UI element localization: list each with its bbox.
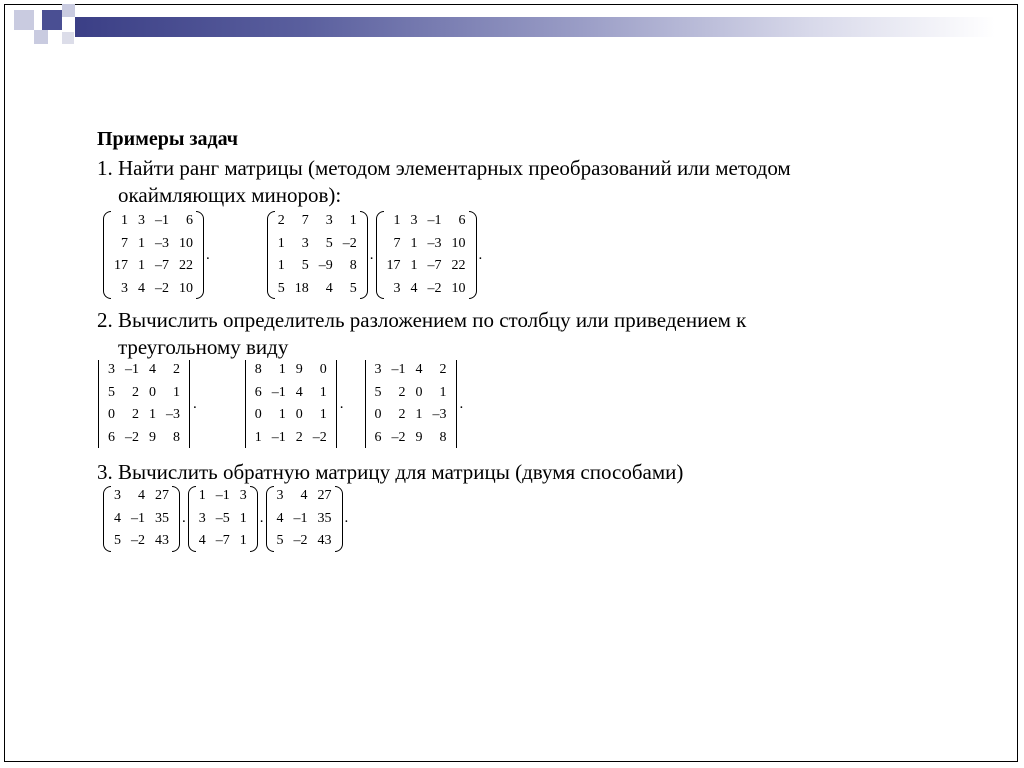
matrix-cell: 3 [239,488,247,504]
matrix-cell: 10 [179,280,193,296]
decor-square-light-4 [62,32,74,44]
matrix-cell: 4 [410,280,418,296]
matrix-row [382,233,471,256]
separator-dot: . [369,246,374,263]
matrix-table [103,359,185,449]
matrix-row [103,427,185,450]
matrix-cell: 0 [319,362,327,378]
matrix-cell: 1 [138,235,145,251]
matrix-row [273,255,362,278]
matrix-cell: 35 [317,510,332,526]
matrix-cell: 2 [277,213,285,229]
matrix-cell: 3 [374,362,382,378]
matrix-cell: 3 [325,213,333,229]
matrix-cell: 35 [155,510,169,526]
matrix-cell: 22 [179,258,193,274]
matrix-cell: 5 [277,280,285,296]
det-matrix-2 [244,359,338,449]
matrix-cell: 18 [294,280,309,296]
task-1-text-line-2: окаймляющих миноров): [118,183,342,207]
matrix-cell: –1 [125,362,139,378]
matrix-cell: 2 [398,384,406,400]
matrix-cell: 1 [121,213,128,229]
matrix-cell: 1 [149,407,156,423]
matrix-cell: –1 [271,384,286,400]
matrix-cell: 5 [301,258,309,274]
matrix-cell: 4 [138,488,145,504]
matrix-row [109,530,174,553]
matrix-cell: 5 [114,533,121,549]
matrix-row [194,530,252,553]
matrix-cell: 3 [114,488,121,504]
rank-matrix-3 [376,210,477,300]
matrix-row [109,233,198,256]
decor-square-dark-1 [42,10,62,30]
separator-dot: . [339,395,344,412]
matrix-cell: –2 [155,280,169,296]
matrix-table [109,485,174,553]
matrix-cell: –3 [432,407,447,423]
matrix-cell: 43 [155,533,169,549]
matrix-cell: 10 [451,235,466,251]
matrix-cell: 3 [301,235,309,251]
matrix-cell: 5 [374,384,382,400]
matrix-table [272,485,337,553]
matrix-cell: 5 [108,384,115,400]
matrix-row [109,210,198,233]
decor-square-light-3 [34,30,48,44]
separator-dot: . [193,395,197,412]
task-1-number: 1. [97,156,113,180]
matrix-cell: 2 [132,384,139,400]
slide-title: Примеры задач [97,128,239,150]
matrix-row [272,508,337,531]
matrix-cell: 1 [439,384,447,400]
matrix-cell: 6 [186,213,193,229]
matrix-cell: 22 [451,258,466,274]
header-gradient-bar [75,17,995,37]
task-2 [97,307,957,363]
task-3-number: 3. [97,460,113,484]
matrix-cell: 27 [317,488,332,504]
matrix-cell: 4 [114,510,121,526]
matrix-cell: 5 [349,280,357,296]
task-3-text-line-1: Вычислить обратную матрицу для матрицы (двумя способами) [118,460,684,484]
matrix-cell: 3 [121,280,128,296]
matrix-cell: 4 [300,488,308,504]
matrix-cell: –1 [427,213,442,229]
matrix-table [109,210,198,300]
rank-matrix-2 [267,210,368,300]
matrix-cell: –2 [391,429,406,445]
matrix-row [194,485,252,508]
det-matrix-3 [364,359,458,449]
matrix-cell: –9 [318,258,333,274]
matrix-cell: 17 [386,258,401,274]
matrix-row [250,382,332,405]
det-matrix-1 [97,359,191,449]
matrix-cell: 4 [325,280,333,296]
task-3 [97,459,957,487]
task-2-number: 2. [97,308,113,332]
matrix-cell: 9 [149,429,156,445]
separator-dot: . [344,510,349,527]
matrix-row [273,278,362,301]
matrix-row [382,255,471,278]
matrix-cell: 4 [276,510,284,526]
matrix-cell: 9 [295,362,303,378]
matrix-cell: 2 [398,407,406,423]
task-1 [97,155,957,211]
matrix-row [370,359,452,382]
matrix-row [103,404,185,427]
matrix-row [272,485,337,508]
matrix-row [370,382,452,405]
inverse-matrices-row [103,485,350,553]
matrix-cell: 1 [278,407,286,423]
matrix-row [272,530,337,553]
matrix-cell: –3 [155,235,169,251]
matrix-cell: 1 [277,258,285,274]
matrix-cell: 27 [155,488,169,504]
matrix-cell: 1 [138,258,145,274]
decor-square-light-2 [62,4,75,17]
matrix-cell: –3 [166,407,180,423]
separator-dot: . [459,395,464,412]
matrix-cell: 0 [149,384,156,400]
matrix-row [250,359,332,382]
rank-matrix-1 [103,210,204,300]
matrix-cell: –2 [427,280,442,296]
matrix-table [273,210,362,300]
matrix-cell: 8 [349,258,357,274]
matrix-cell: 43 [317,533,332,549]
matrix-cell: –1 [293,510,308,526]
inverse-matrix-3 [266,485,343,553]
matrix-cell: 10 [451,280,466,296]
matrix-cell: 7 [393,235,401,251]
matrix-cell: 1 [198,488,206,504]
matrix-row [109,485,174,508]
matrix-cell: 1 [319,384,327,400]
matrix-row [109,508,174,531]
matrix-cell: –2 [312,429,327,445]
matrix-cell: –7 [427,258,442,274]
matrix-cell: 2 [132,407,139,423]
matrix-cell: 6 [458,213,466,229]
matrix-cell: –2 [131,533,145,549]
matrix-cell: 3 [410,213,418,229]
matrix-cell: 1 [393,213,401,229]
matrix-cell: 0 [415,384,423,400]
matrix-cell: 4 [415,362,423,378]
separator-dot: . [182,510,186,527]
matrix-cell: 3 [276,488,284,504]
matrix-cell: 1 [254,429,262,445]
matrix-cell: 8 [254,362,262,378]
matrix-cell: 9 [415,429,423,445]
matrix-cell: 0 [374,407,382,423]
matrix-row [370,427,452,450]
matrix-cell: 1 [319,407,327,423]
matrix-cell: –2 [342,235,357,251]
matrix-cell: 3 [138,213,145,229]
matrix-row [109,278,198,301]
matrix-row [370,404,452,427]
matrix-cell: 5 [325,235,333,251]
decor-square-light-1 [14,10,34,30]
separator-dot: . [206,246,210,263]
task-2-text-line-1: Вычислить определитель разложением по столбцу или приведением к [118,308,747,332]
separator-dot: . [478,246,483,263]
matrix-cell: –7 [215,533,230,549]
matrix-cell: 3 [393,280,401,296]
rank-matrices-row [103,210,484,300]
matrix-cell: 1 [415,407,423,423]
matrix-cell: –2 [125,429,139,445]
matrix-cell: 10 [179,235,193,251]
matrix-cell: 3 [108,362,115,378]
matrix-cell: 5 [276,533,284,549]
matrix-cell: –1 [271,429,286,445]
matrix-cell: –7 [155,258,169,274]
matrix-cell: –1 [155,213,169,229]
matrix-cell: 4 [295,384,303,400]
matrix-cell: 4 [198,533,206,549]
matrix-row [273,233,362,256]
matrix-cell: 1 [239,510,247,526]
matrix-row [250,427,332,450]
determinant-matrices-row [97,359,465,449]
matrix-cell: –3 [427,235,442,251]
matrix-cell: 0 [254,407,262,423]
matrix-cell: 1 [239,533,247,549]
matrix-cell: 6 [108,429,115,445]
matrix-cell: 4 [138,280,145,296]
matrix-cell: 6 [254,384,262,400]
matrix-row [103,359,185,382]
matrix-cell: 7 [121,235,128,251]
matrix-cell: 2 [173,362,180,378]
matrix-row [103,382,185,405]
matrix-cell: 17 [114,258,128,274]
inverse-matrix-1 [103,485,180,553]
matrix-row [382,278,471,301]
matrix-cell: 2 [295,429,303,445]
matrix-table [382,210,471,300]
matrix-cell: –2 [293,533,308,549]
task-2-text-line-2: треугольному виду [118,335,289,359]
matrix-cell: –1 [131,510,145,526]
matrix-cell: 6 [374,429,382,445]
matrix-table [250,359,332,449]
matrix-cell: 2 [439,362,447,378]
matrix-cell: –1 [391,362,406,378]
matrix-cell: 0 [108,407,115,423]
matrix-row [273,210,362,233]
matrix-cell: 4 [149,362,156,378]
matrix-cell: 8 [439,429,447,445]
matrix-table [194,485,252,553]
matrix-cell: 1 [410,235,418,251]
separator-dot: . [259,510,264,527]
matrix-cell: 1 [277,235,285,251]
matrix-cell: 1 [410,258,418,274]
task-1-text-line-1: Найти ранг матрицы (методом элементарных преобразований или методом [118,156,791,180]
matrix-cell: 8 [173,429,180,445]
matrix-row [382,210,471,233]
matrix-cell: 1 [278,362,286,378]
matrix-cell: 7 [301,213,309,229]
matrix-row [109,255,198,278]
matrix-cell: 3 [198,510,206,526]
matrix-cell: 0 [295,407,303,423]
matrix-cell: 1 [349,213,357,229]
matrix-cell: 1 [173,384,180,400]
matrix-cell: –1 [215,488,230,504]
matrix-row [194,508,252,531]
matrix-cell: –5 [215,510,230,526]
inverse-matrix-2 [188,485,258,553]
matrix-table [370,359,452,449]
matrix-row [250,404,332,427]
